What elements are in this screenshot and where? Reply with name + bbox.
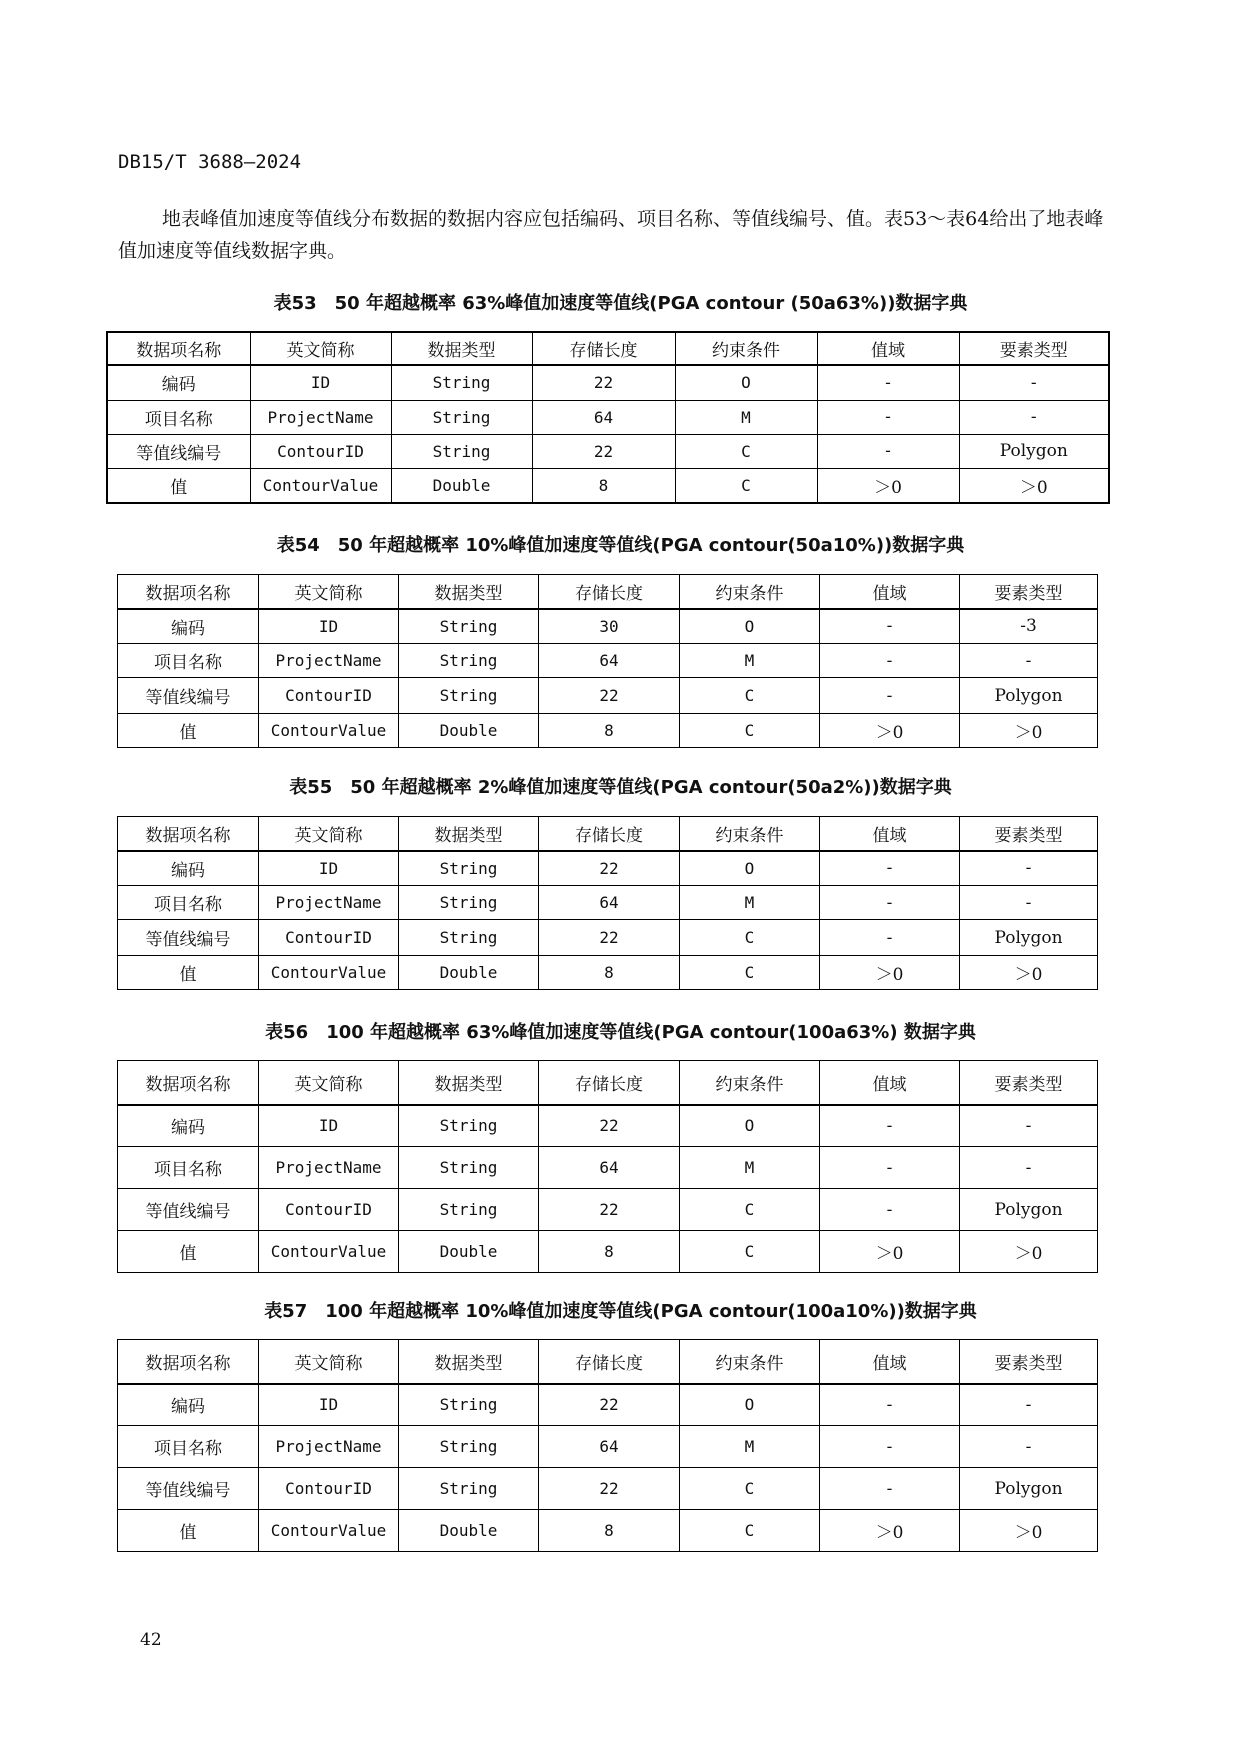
table-cell: ProjectName xyxy=(259,1426,399,1468)
table-cell: ProjectName xyxy=(259,1147,399,1189)
table-cell: - xyxy=(960,886,1098,920)
table-cell: String xyxy=(399,1384,539,1426)
table-cell: - xyxy=(960,851,1098,886)
table-caption: 表56 100 年超越概率 63%峰值加速度等值线(PGA contour(100a63%) 数据字典 xyxy=(265,1022,976,1043)
table-cell: 项目名称 xyxy=(118,1147,259,1189)
table-row xyxy=(118,956,1098,990)
table-row xyxy=(118,1384,1098,1426)
table-cell: M xyxy=(680,1426,820,1468)
column-header: 要素类型 xyxy=(960,1061,1098,1105)
column-header: 数据类型 xyxy=(399,575,539,609)
table-cell: Polygon xyxy=(960,920,1098,956)
table-row xyxy=(107,365,1109,400)
table-cell: C xyxy=(680,1189,820,1231)
table-cell: 编码 xyxy=(118,851,259,886)
table-cell: - xyxy=(820,609,960,644)
document-id: DB15/T 3688—2024 xyxy=(118,151,302,173)
table-cell: C xyxy=(680,678,820,714)
table-cell: M xyxy=(680,1147,820,1189)
table-cell: O xyxy=(680,609,820,644)
table-cell: 8 xyxy=(532,468,675,503)
table-cell: Double xyxy=(399,1510,539,1552)
column-header: 要素类型 xyxy=(960,575,1098,609)
table-cell: 值 xyxy=(118,714,259,748)
column-header: 存储长度 xyxy=(539,575,680,609)
table-cell: 编码 xyxy=(118,1384,259,1426)
column-header: 值域 xyxy=(817,332,959,365)
column-header: 数据类型 xyxy=(391,332,532,365)
table-cell: 64 xyxy=(532,400,675,434)
column-header: 英文简称 xyxy=(259,817,399,851)
table-row xyxy=(107,400,1109,434)
table-cell: ＞0 xyxy=(817,468,959,503)
table-cell: - xyxy=(960,1426,1098,1468)
table-cell: - xyxy=(820,1426,960,1468)
table-cell: 64 xyxy=(539,1147,680,1189)
table-cell: ContourID xyxy=(259,1189,399,1231)
column-header: 英文简称 xyxy=(250,332,391,365)
table-cell: String xyxy=(399,1426,539,1468)
table-cell: 22 xyxy=(539,1105,680,1147)
data-dictionary-table xyxy=(117,816,1098,990)
table-cell: ContourValue xyxy=(259,1231,399,1273)
table-cell: - xyxy=(820,1189,960,1231)
table-cell: ID xyxy=(259,609,399,644)
column-header: 数据类型 xyxy=(399,817,539,851)
column-header: 存储长度 xyxy=(539,1340,680,1384)
column-header: 存储长度 xyxy=(539,1061,680,1105)
table-caption: 表55 50 年超越概率 2%峰值加速度等值线(PGA contour(50a2%))数据字典 xyxy=(289,777,952,798)
table-cell: 编码 xyxy=(107,365,250,400)
column-header: 数据项名称 xyxy=(118,1061,259,1105)
table-cell: Double xyxy=(399,714,539,748)
table-cell: ContourValue xyxy=(259,714,399,748)
column-header: 约束条件 xyxy=(680,575,820,609)
table-cell: ID xyxy=(259,1105,399,1147)
column-header: 要素类型 xyxy=(960,1340,1098,1384)
table-cell: 项目名称 xyxy=(107,400,250,434)
column-header: 值域 xyxy=(820,1061,960,1105)
table-cell: O xyxy=(680,1384,820,1426)
table-caption: 表57 100 年超越概率 10%峰值加速度等值线(PGA contour(100a10%))数据字典 xyxy=(264,1301,977,1322)
table-cell: 编码 xyxy=(118,609,259,644)
table-row xyxy=(118,678,1098,714)
table-row xyxy=(118,1231,1098,1273)
table-cell: - xyxy=(817,400,959,434)
table-cell: - xyxy=(820,1105,960,1147)
column-header: 存储长度 xyxy=(539,817,680,851)
table-cell: ID xyxy=(259,1384,399,1426)
column-header: 存储长度 xyxy=(532,332,675,365)
data-dictionary-table xyxy=(117,574,1098,748)
table-cell: ContourID xyxy=(259,920,399,956)
table-cell: String xyxy=(391,434,532,468)
column-header: 英文简称 xyxy=(259,1340,399,1384)
table-row xyxy=(118,714,1098,748)
table-cell: C xyxy=(680,956,820,990)
table-cell: 22 xyxy=(532,434,675,468)
table-cell: 22 xyxy=(539,678,680,714)
table-cell: ＞0 xyxy=(960,714,1098,748)
table-cell: - xyxy=(820,644,960,678)
data-dictionary-table xyxy=(117,1339,1098,1552)
table-cell: 值 xyxy=(107,468,250,503)
table-cell: ＞0 xyxy=(820,956,960,990)
table-cell: - xyxy=(820,1384,960,1426)
table-cell: - xyxy=(820,920,960,956)
table-cell: String xyxy=(399,920,539,956)
table-row xyxy=(107,434,1109,468)
table-cell: 8 xyxy=(539,1231,680,1273)
table-cell: ProjectName xyxy=(250,400,391,434)
table-cell: - xyxy=(820,678,960,714)
table-cell: Double xyxy=(391,468,532,503)
table-cell: ContourID xyxy=(250,434,391,468)
table-cell: 等值线编号 xyxy=(118,1189,259,1231)
table-cell: ID xyxy=(250,365,391,400)
table-cell: O xyxy=(680,851,820,886)
table-header-row xyxy=(107,332,1109,365)
data-dictionary-table xyxy=(117,1060,1098,1273)
table-cell: String xyxy=(399,1189,539,1231)
table-cell: C xyxy=(680,714,820,748)
intro-text: 地表峰值加速度等值线分布数据的数据内容应包括编码、项目名称、等值线编号、值。表53～表64给出了地表峰值加速度等值线数据字典。 xyxy=(118,208,1104,262)
table-cell: - xyxy=(820,886,960,920)
table-cell: C xyxy=(675,434,817,468)
table-cell: ContourValue xyxy=(250,468,391,503)
table-cell: ProjectName xyxy=(259,886,399,920)
table-cell: ID xyxy=(259,851,399,886)
table-row xyxy=(118,920,1098,956)
table-cell: C xyxy=(675,468,817,503)
column-header: 要素类型 xyxy=(960,817,1098,851)
table-cell: 项目名称 xyxy=(118,886,259,920)
table-cell: String xyxy=(399,886,539,920)
table-cell: C xyxy=(680,1231,820,1273)
table-cell: 8 xyxy=(539,956,680,990)
table-cell: 8 xyxy=(539,714,680,748)
table-cell: Polygon xyxy=(960,678,1098,714)
table-cell: ContourID xyxy=(259,678,399,714)
table-cell: 22 xyxy=(539,1468,680,1510)
table-cell: 64 xyxy=(539,886,680,920)
table-cell: Double xyxy=(399,1231,539,1273)
intro-paragraph xyxy=(118,203,1108,267)
table-cell: - xyxy=(959,400,1109,434)
table-cell: M xyxy=(680,644,820,678)
table-row xyxy=(118,1510,1098,1552)
table-row xyxy=(118,1189,1098,1231)
table-cell: String xyxy=(399,851,539,886)
table-cell: 值 xyxy=(118,1510,259,1552)
table-header-row xyxy=(118,817,1098,851)
table-header-row xyxy=(118,1061,1098,1105)
table-cell: 值 xyxy=(118,956,259,990)
table-cell: 项目名称 xyxy=(118,644,259,678)
column-header: 数据项名称 xyxy=(118,817,259,851)
table-row xyxy=(118,1426,1098,1468)
table-row xyxy=(118,851,1098,886)
table-cell: ＞0 xyxy=(960,1231,1098,1273)
table-cell: ＞0 xyxy=(960,1510,1098,1552)
table-cell: - xyxy=(960,1384,1098,1426)
table-cell: Polygon xyxy=(960,1189,1098,1231)
column-header: 约束条件 xyxy=(675,332,817,365)
table-cell: String xyxy=(399,1147,539,1189)
table-cell: 22 xyxy=(532,365,675,400)
column-header: 英文简称 xyxy=(259,1061,399,1105)
table-row xyxy=(118,644,1098,678)
table-cell: - xyxy=(959,365,1109,400)
table-cell: String xyxy=(391,400,532,434)
table-cell: O xyxy=(675,365,817,400)
table-row xyxy=(107,468,1109,503)
table-cell: - xyxy=(960,1105,1098,1147)
table-cell: C xyxy=(680,1510,820,1552)
table-cell: 64 xyxy=(539,644,680,678)
table-cell: O xyxy=(680,1105,820,1147)
table-row xyxy=(118,886,1098,920)
column-header: 数据项名称 xyxy=(118,1340,259,1384)
table-cell: String xyxy=(399,644,539,678)
table-cell: Polygon xyxy=(960,1468,1098,1510)
column-header: 数据类型 xyxy=(399,1061,539,1105)
table-cell: 等值线编号 xyxy=(107,434,250,468)
table-cell: String xyxy=(399,678,539,714)
table-cell: 等值线编号 xyxy=(118,920,259,956)
table-cell: 项目名称 xyxy=(118,1426,259,1468)
table-cell: 30 xyxy=(539,609,680,644)
table-cell: ＞0 xyxy=(820,714,960,748)
data-dictionary-table xyxy=(106,331,1110,504)
table-cell: - xyxy=(960,644,1098,678)
table-header-row xyxy=(118,575,1098,609)
column-header: 要素类型 xyxy=(959,332,1109,365)
table-cell: 22 xyxy=(539,1189,680,1231)
table-caption: 表53 50 年超越概率 63%峰值加速度等值线(PGA contour (50a63%))数据字典 xyxy=(273,293,968,314)
table-cell: -3 xyxy=(960,609,1098,644)
table-row xyxy=(118,1147,1098,1189)
table-cell: 22 xyxy=(539,851,680,886)
table-row xyxy=(118,1468,1098,1510)
table-cell: ContourValue xyxy=(259,956,399,990)
table-cell: String xyxy=(399,609,539,644)
column-header: 约束条件 xyxy=(680,817,820,851)
table-cell: ＞0 xyxy=(959,468,1109,503)
table-header-row xyxy=(118,1340,1098,1384)
column-header: 值域 xyxy=(820,817,960,851)
table-cell: ContourID xyxy=(259,1468,399,1510)
column-header: 约束条件 xyxy=(680,1340,820,1384)
table-cell: ProjectName xyxy=(259,644,399,678)
table-cell: - xyxy=(820,851,960,886)
column-header: 值域 xyxy=(820,575,960,609)
page-number: 42 xyxy=(140,1630,162,1650)
column-header: 英文简称 xyxy=(259,575,399,609)
table-cell: 等值线编号 xyxy=(118,1468,259,1510)
column-header: 数据项名称 xyxy=(118,575,259,609)
table-cell: ＞0 xyxy=(820,1510,960,1552)
table-row xyxy=(118,609,1098,644)
table-cell: M xyxy=(675,400,817,434)
table-cell: 64 xyxy=(539,1426,680,1468)
table-cell: 8 xyxy=(539,1510,680,1552)
table-cell: - xyxy=(820,1468,960,1510)
table-cell: ＞0 xyxy=(820,1231,960,1273)
table-caption: 表54 50 年超越概率 10%峰值加速度等值线(PGA contour(50a10%))数据字典 xyxy=(276,535,965,556)
table-cell: C xyxy=(680,1468,820,1510)
table-cell: M xyxy=(680,886,820,920)
table-cell: 编码 xyxy=(118,1105,259,1147)
column-header: 数据项名称 xyxy=(107,332,250,365)
table-cell: - xyxy=(817,434,959,468)
table-cell: Double xyxy=(399,956,539,990)
table-row xyxy=(118,1105,1098,1147)
table-cell: 22 xyxy=(539,920,680,956)
table-cell: String xyxy=(391,365,532,400)
table-cell: ContourValue xyxy=(259,1510,399,1552)
table-cell: String xyxy=(399,1468,539,1510)
column-header: 约束条件 xyxy=(680,1061,820,1105)
table-cell: - xyxy=(820,1147,960,1189)
column-header: 值域 xyxy=(820,1340,960,1384)
table-cell: 等值线编号 xyxy=(118,678,259,714)
column-header: 数据类型 xyxy=(399,1340,539,1384)
table-cell: - xyxy=(817,365,959,400)
table-cell: ＞0 xyxy=(960,956,1098,990)
table-cell: - xyxy=(960,1147,1098,1189)
table-cell: 值 xyxy=(118,1231,259,1273)
table-cell: String xyxy=(399,1105,539,1147)
table-cell: C xyxy=(680,920,820,956)
table-cell: 22 xyxy=(539,1384,680,1426)
table-cell: Polygon xyxy=(959,434,1109,468)
